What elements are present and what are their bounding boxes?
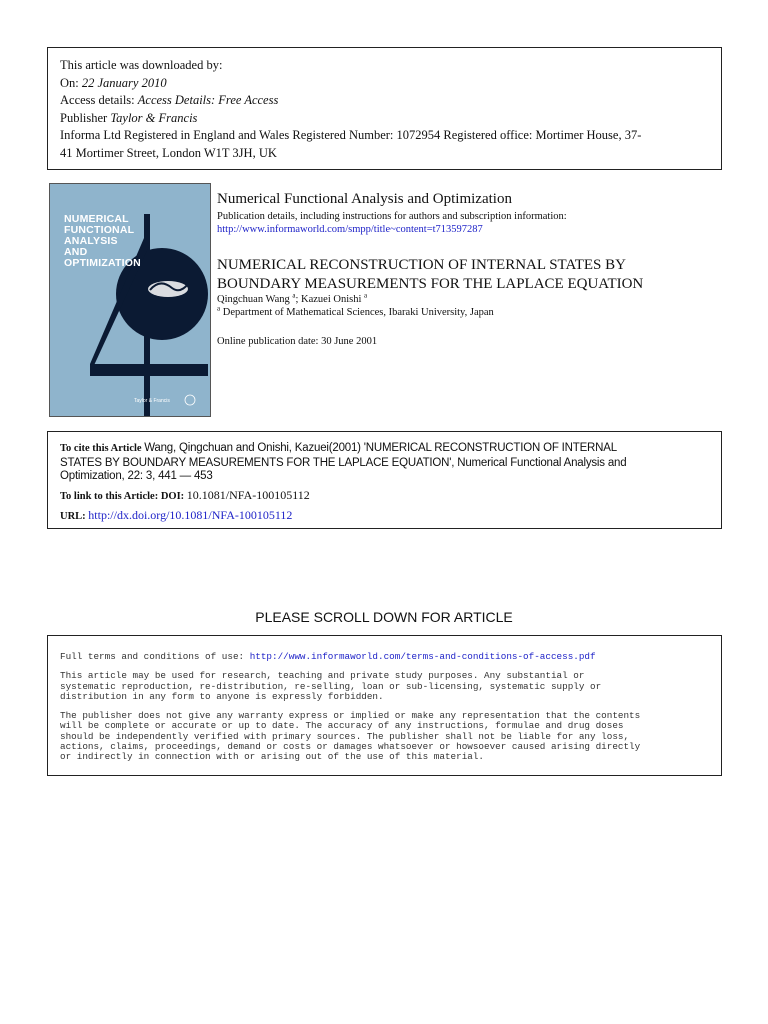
journal-title: Numerical Functional Analysis and Optimization bbox=[217, 191, 512, 207]
journal-info bbox=[217, 183, 717, 349]
affiliation-mark: a bbox=[292, 291, 296, 300]
cover-publisher-logo: Taylor & Francis bbox=[134, 398, 170, 404]
citation-line-1: Wang, Qingchuan and Onishi, Kazuei(2001) 'NUMERICAL RECONSTRUCTION OF INTERNAL bbox=[144, 442, 617, 454]
access-value: Access Details: Free Access bbox=[137, 93, 279, 108]
publisher-row bbox=[60, 110, 709, 128]
url-row bbox=[60, 509, 709, 524]
terms-line: distribution in any form to anyone is expressly forbidden. bbox=[60, 690, 384, 702]
affiliation bbox=[217, 306, 717, 320]
download-date: 22 January 2010 bbox=[81, 75, 167, 90]
authors bbox=[217, 291, 717, 306]
on-label: On: bbox=[60, 75, 82, 90]
cover-title-line: ANALYSIS bbox=[64, 235, 118, 247]
article-title bbox=[217, 256, 717, 294]
cite-label: To cite this Article bbox=[60, 443, 145, 454]
download-line: This article was downloaded by: bbox=[60, 58, 223, 72]
citation-line-3: Optimization, 22: 3, 441 — 453 bbox=[60, 470, 213, 482]
citation-box bbox=[47, 431, 722, 529]
terms-line: or indirectly in connection with or arising out of the use of this material. bbox=[60, 751, 485, 763]
terms-link[interactable]: http://www.informaworld.com/terms-and-conditions-of-access.pdf bbox=[249, 651, 596, 662]
cover-title bbox=[64, 214, 141, 269]
article-title-line-2: BOUNDARY MEASUREMENTS FOR THE LAPLACE EQUATION bbox=[217, 276, 644, 292]
url-label: URL: bbox=[60, 511, 89, 522]
access-row bbox=[60, 92, 709, 110]
journal-block bbox=[47, 183, 722, 418]
article-title-line-1: NUMERICAL RECONSTRUCTION OF INTERNAL STATES BY bbox=[217, 257, 626, 273]
publication-details: Publication details, including instructions for authors and subscription information: bbox=[217, 211, 567, 222]
journal-link[interactable]: http://www.informaworld.com/smpp/title~content=t713597287 bbox=[217, 224, 483, 235]
registration-line-2: 41 Mortimer Street, London W1T 3JH, UK bbox=[60, 145, 277, 160]
author-2: ; Kazuei Onishi bbox=[295, 294, 365, 305]
cover-title-line: AND bbox=[64, 246, 88, 258]
scroll-down-message: PLEASE SCROLL DOWN FOR ARTICLE bbox=[255, 609, 513, 625]
access-label: Access details: bbox=[60, 93, 138, 108]
terms-line: will be complete or accurate or up to date. The accuracy of any instructions, formulae and drug doses bbox=[60, 720, 624, 732]
cover-title-line: OPTIMIZATION bbox=[64, 257, 141, 269]
affiliation-mark: a bbox=[364, 291, 368, 300]
terms-intro bbox=[60, 652, 709, 662]
citation-line-2: STATES BY BOUNDARY MEASUREMENTS FOR THE LAPLACE EQUATION', Numerical Functional Analysis and bbox=[60, 456, 627, 469]
doi-value: 10.1081/NFA-100105112 bbox=[186, 487, 310, 502]
cover-title-line: NUMERICAL bbox=[64, 213, 129, 225]
citation-paragraph bbox=[60, 441, 709, 483]
cover-title-line: FUNCTIONAL bbox=[64, 224, 135, 236]
terms-line: The publisher does not give any warranty express or implied or make any representation that the contents bbox=[60, 710, 641, 722]
affiliation-mark: a bbox=[217, 304, 221, 313]
link-label: To link to this Article: DOI: bbox=[60, 490, 187, 502]
publisher-value: Taylor & Francis bbox=[110, 110, 198, 125]
terms-paragraph-2 bbox=[60, 711, 709, 762]
download-info-box bbox=[47, 47, 722, 170]
doi-row bbox=[60, 489, 709, 504]
author-1: Qingchuan Wang bbox=[217, 294, 293, 305]
download-date-row bbox=[60, 75, 709, 93]
terms-line: actions, claims, proceedings, demand or costs or damages whatsoever or howsoever caused arising directly bbox=[60, 741, 641, 753]
affiliation-text: Department of Mathematical Sciences, Ibaraki University, Japan bbox=[220, 307, 494, 318]
doi-link[interactable]: http://dx.doi.org/10.1081/NFA-100105112 bbox=[88, 508, 293, 522]
terms-paragraph-1 bbox=[60, 671, 709, 702]
terms-line: should be independently verified with primary sources. The publisher shall not be liable for any loss, bbox=[60, 730, 630, 742]
terms-intro-text: Full terms and conditions of use: bbox=[60, 651, 250, 662]
registration-line-1: Informa Ltd Registered in England and Wales Registered Number: 1072954 Registered office: Mortimer House, 37- bbox=[60, 128, 642, 143]
journal-cover-image bbox=[49, 183, 211, 417]
publisher-label: Publisher bbox=[60, 110, 111, 125]
terms-box bbox=[47, 635, 722, 776]
terms-line: systematic reproduction, re-distribution, re-selling, loan or sub-licensing, systematic supply or bbox=[60, 680, 602, 692]
online-publication-date: Online publication date: 30 June 2001 bbox=[217, 336, 378, 347]
terms-line: This article may be used for research, teaching and private study purposes. Any substantial or bbox=[60, 670, 585, 682]
